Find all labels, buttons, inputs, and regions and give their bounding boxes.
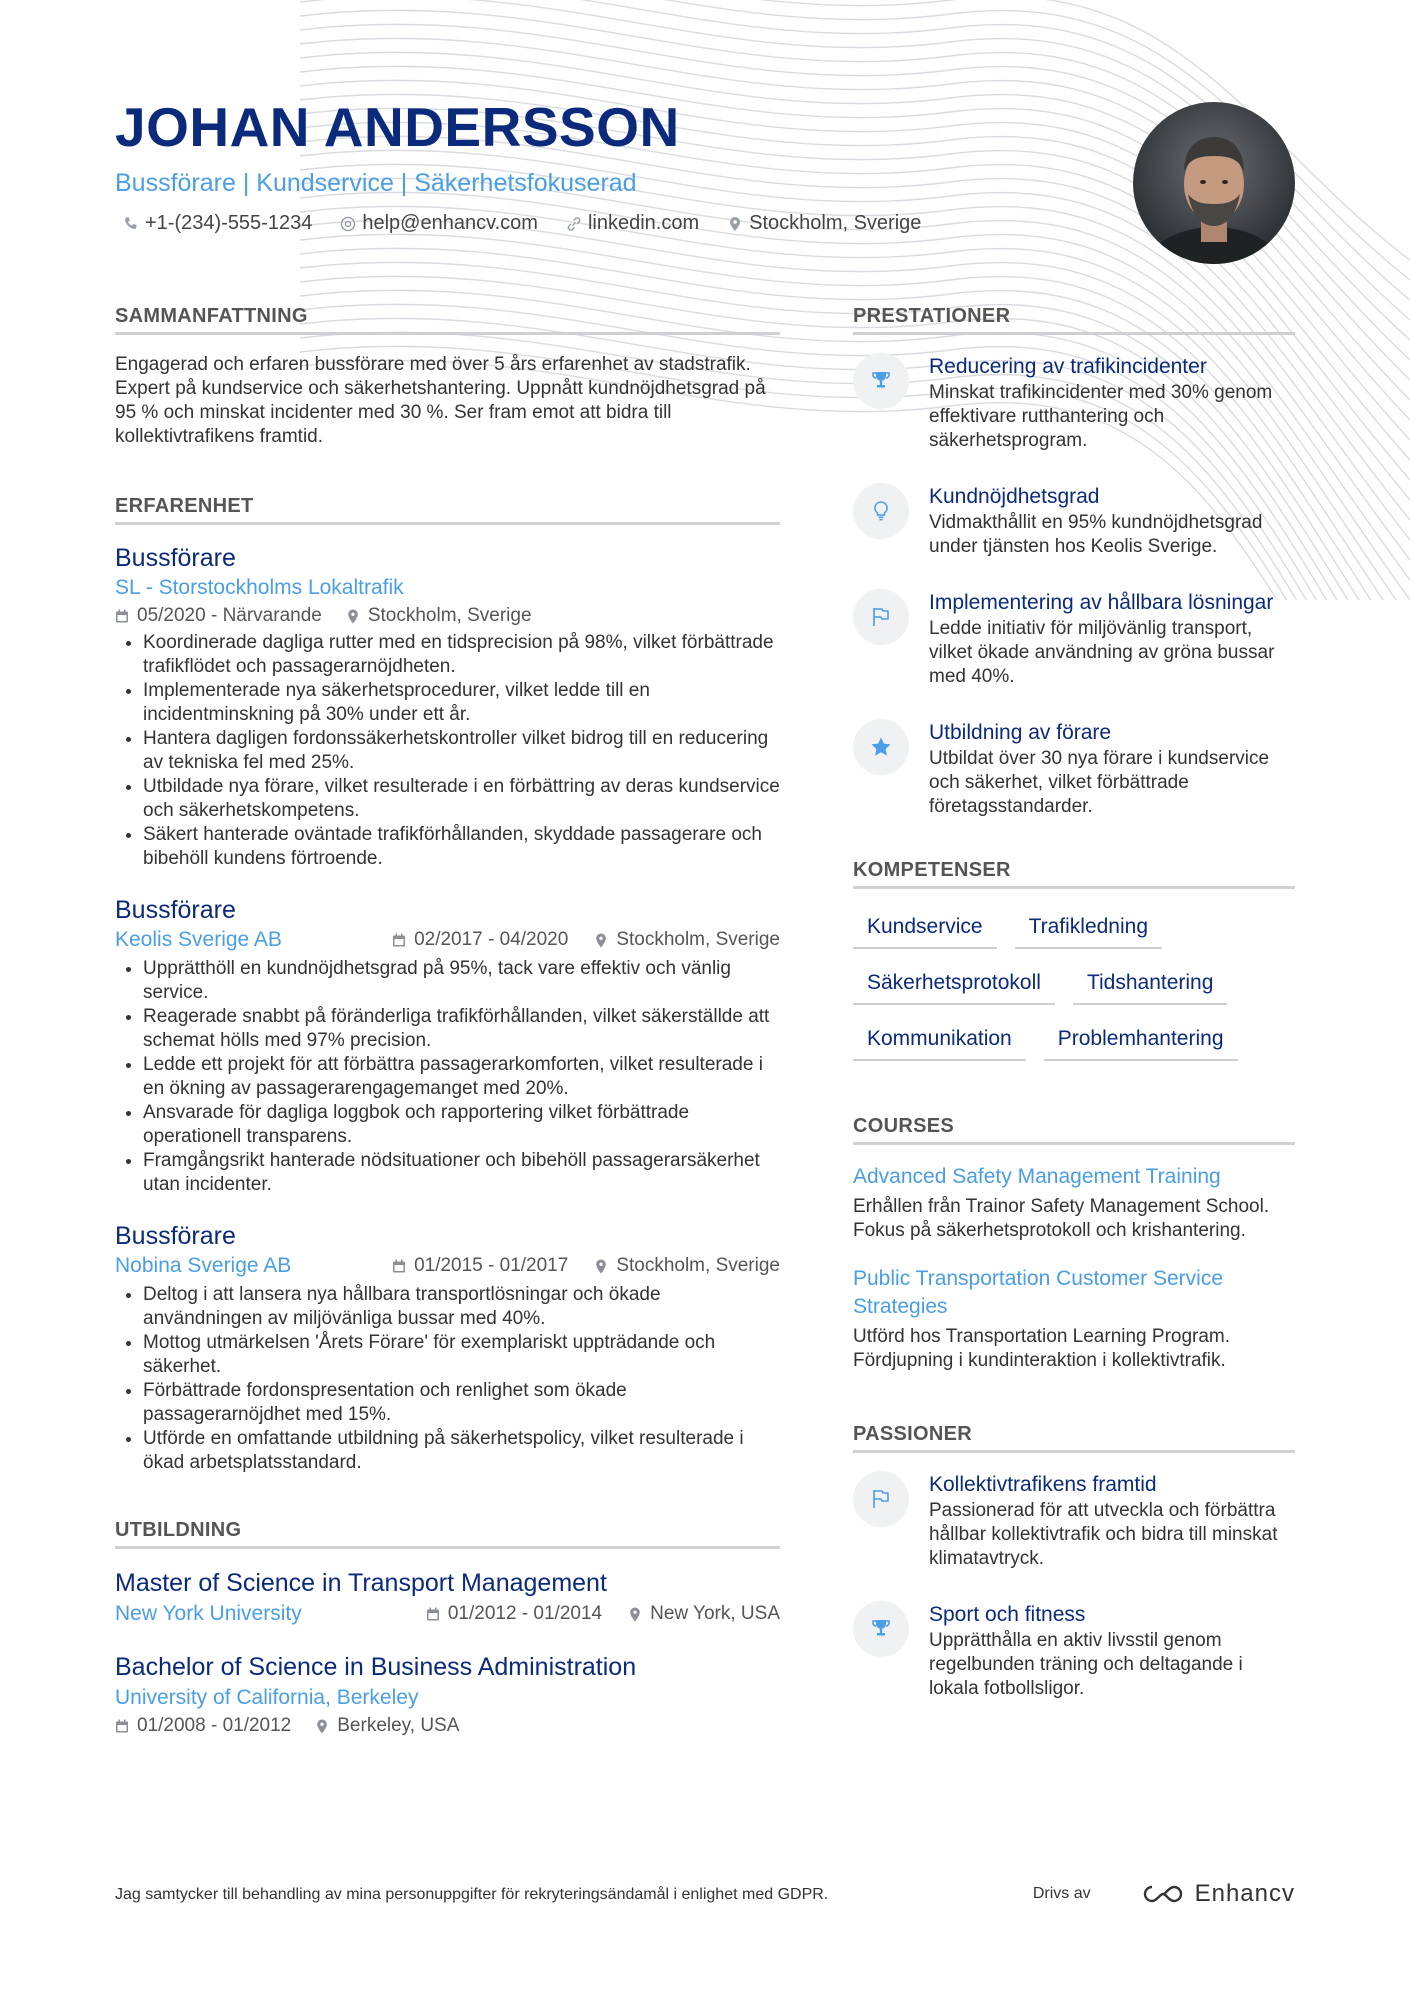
job-bullet: • Mottog utmärkelsen 'Årets Förare' för exemplariskt uppträdande och säkerhet. — [143, 1331, 780, 1379]
passion-icon-badge — [853, 1601, 909, 1657]
job-bullets — [115, 1283, 780, 1475]
star-icon — [869, 735, 893, 759]
job-dates — [392, 1253, 568, 1279]
gdpr-consent: Jag samtycker till behandling av mina personuppgifter för rekryteringsändamål i enlighet med GDPR. — [115, 1886, 829, 1903]
flag-icon — [869, 1487, 893, 1511]
achievement-item — [853, 353, 1295, 453]
education-heading: UTBILDNING — [115, 1519, 780, 1549]
location-pin-icon — [594, 1259, 608, 1274]
achievement-desc: Vidmakthållit en 95% kundnöjdhetsgrad under tjänsten hos Keolis Sverige. — [929, 512, 1263, 557]
achievement-title: Reducering av trafikincidenter — [929, 355, 1207, 378]
achievement-icon-badge — [853, 353, 909, 409]
location-pin-icon — [346, 609, 360, 624]
education-dates-text: 01/2008 - 01/2012 — [137, 1715, 292, 1736]
education-meta — [426, 1601, 780, 1627]
job-bullet: • Koordinerade dagliga rutter med en tidsprecision på 98%, vilket förbättrade trafikflödet och passagerarnöjdheten. — [143, 631, 780, 679]
experience-heading: ERFARENHET — [115, 495, 780, 525]
job-location — [594, 1253, 780, 1279]
education-location — [628, 1601, 780, 1627]
skills-list — [853, 907, 1295, 1061]
skill-tag: Tidshantering — [1073, 963, 1227, 1005]
job-title: Bussförare — [115, 544, 236, 572]
achievement-title: Utbildning av förare — [929, 721, 1112, 744]
job-company: Keolis Sverige AB — [115, 928, 282, 951]
calendar-icon — [115, 609, 129, 624]
course-item — [853, 1163, 1295, 1243]
location-pin-icon — [594, 933, 608, 948]
course-desc: Erhållen från Trainor Safety Management School. Fokus på säkerhetsprotokoll och krishantering. — [853, 1196, 1270, 1241]
footer-branding — [1033, 1880, 1295, 1908]
contact-location — [727, 212, 921, 235]
candidate-name: JOHAN ANDERSSON — [115, 96, 680, 158]
degree-title: Master of Science in Transport Management — [115, 1569, 607, 1597]
job-bullet: • Ledde ett projekt för att förbättra passagerarkomforten, vilket resulterade i en ökning av passagerarengagemanget med 20%. — [143, 1053, 780, 1101]
phone-icon — [123, 216, 139, 232]
calendar-icon — [392, 1259, 406, 1274]
achievement-body — [929, 589, 1295, 689]
skill-tag: Säkerhetsprotokoll — [853, 963, 1055, 1005]
brand-logo[interactable] — [1141, 1880, 1295, 1908]
education-dates-text: 01/2012 - 01/2014 — [447, 1603, 603, 1624]
job-bullet: • Förbättrade fordonspresentation och renlighet som ökade passagerarnöjdhet med 15%. — [143, 1379, 780, 1427]
contact-email[interactable] — [340, 212, 538, 235]
achievement-item — [853, 483, 1295, 559]
job-bullet: • Utbildade nya förare, vilket resulterade i en förbättring av deras kundservice och säkerhetskompetens. — [143, 775, 780, 823]
job-bullet: • Framgångsrikt hanterade nödsituationer och bibehöll passagerarsäkerhet utan incidenter. — [143, 1149, 780, 1197]
degree-title: Bachelor of Science in Business Administration — [115, 1653, 637, 1681]
passion-desc: Upprätthålla en aktiv livsstil genom regelbunden träning och deltagande i lokala fotbollsligor. — [929, 1630, 1243, 1699]
achievement-icon-badge — [853, 589, 909, 645]
contact-phone[interactable] — [123, 212, 312, 235]
job-company-row — [115, 925, 780, 955]
job-bullet: • Upprätthöll en kundnöjdhetsgrad på 95%, tack vare effektiv och vänlig service. — [143, 957, 780, 1005]
passion-desc: Passionerad för att utveckla och förbättra hållbar kollektivtrafik och bidra till minskat klimatavtryck. — [929, 1500, 1278, 1569]
education-location — [315, 1713, 459, 1739]
flag-icon — [869, 605, 893, 629]
at-icon — [340, 216, 356, 232]
job-meta — [115, 603, 780, 629]
passions-heading: PASSIONER — [853, 1423, 1295, 1453]
brand-name: Enhancv — [1194, 1880, 1295, 1907]
summary-heading: SAMMANFATTNING — [115, 305, 780, 335]
achievement-desc: Ledde initiativ för miljövänlig transport, vilket ökade användning av gröna bussar med 40%. — [929, 618, 1275, 687]
linkedin-text: linkedin.com — [587, 212, 700, 234]
left-column — [115, 305, 780, 1761]
course-title: Advanced Safety Management Training — [853, 1165, 1221, 1188]
lightbulb-icon — [869, 499, 893, 523]
passion-title: Kollektivtrafikens framtid — [929, 1473, 1157, 1496]
school-name: University of California, Berkeley — [115, 1686, 419, 1709]
job-meta — [392, 1253, 780, 1279]
course-desc: Utförd hos Transportation Learning Program. Fördjupning i kundinteraktion i kollektivtrafik. — [853, 1326, 1231, 1371]
job-bullet: • Säkert hanterade oväntade trafikförhållanden, skyddade passagerare och bibehöll kundens förtroende. — [143, 823, 780, 871]
achievement-item — [853, 589, 1295, 689]
course-title: Public Transportation Customer Service Strategies — [853, 1267, 1223, 1318]
job-location-text: Stockholm, Sverige — [616, 929, 780, 950]
location-pin-icon — [628, 1607, 642, 1622]
achievement-body — [929, 483, 1295, 559]
passion-body — [929, 1601, 1295, 1701]
achievement-item — [853, 719, 1295, 819]
school-name: New York University — [115, 1602, 302, 1625]
trophy-icon — [869, 369, 893, 393]
skill-tag: Trafikledning — [1015, 907, 1162, 949]
contact-row — [123, 212, 921, 235]
achievement-body — [929, 719, 1295, 819]
achievement-desc: Utbildat över 30 nya förare i kundservice och säkerhet, vilket förbättrade företagsstandarder. — [929, 748, 1270, 817]
right-column — [853, 305, 1295, 1731]
job-title: Bussförare — [115, 896, 236, 924]
achievement-title: Implementering av hållbara lösningar — [929, 591, 1274, 614]
summary-text: Engagerad och erfaren bussförare med över 5 års erfarenhet av stadstrafik. Expert på kundservice och säkerhetshantering. Uppnått kundnöjdhetsgrad på 95 % och minskat incidenter med 30 %. Ser fram emot att bidra till kollektivtrafikens framtid. — [115, 354, 766, 447]
job-meta — [392, 927, 780, 953]
course-item — [853, 1265, 1295, 1373]
location-text: Stockholm, Sverige — [749, 212, 922, 234]
passion-body — [929, 1471, 1295, 1571]
job-dates-text: 02/2017 - 04/2020 — [414, 929, 569, 950]
job-bullets — [115, 631, 780, 871]
passion-item — [853, 1471, 1295, 1571]
job-location-text: Stockholm, Sverige — [616, 1255, 780, 1276]
achievement-title: Kundnöjdhetsgrad — [929, 485, 1100, 508]
portrait-illustration — [1133, 102, 1295, 264]
phone-text: +1-(234)-555-1234 — [145, 212, 313, 234]
education-school-row — [115, 1599, 780, 1629]
education-dates — [115, 1713, 291, 1739]
passion-icon-badge — [853, 1471, 909, 1527]
job-entry — [115, 1221, 780, 1475]
education-entry — [115, 1651, 780, 1739]
job-company-row — [115, 1251, 780, 1281]
job-bullet: • Deltog i att lansera nya hållbara transportlösningar och ökade användningen av miljövänliga bussar med 40%. — [143, 1283, 780, 1331]
trophy-icon — [869, 1617, 893, 1641]
courses-heading: COURSES — [853, 1115, 1295, 1145]
job-bullet: • Utförde en omfattande utbildning på säkerhetspolicy, vilket resulterade i ökad arbetsplatsstandard. — [143, 1427, 780, 1475]
calendar-icon — [392, 933, 406, 948]
job-dates — [392, 927, 568, 953]
education-dates — [426, 1601, 602, 1627]
education-meta — [115, 1713, 780, 1739]
job-company: SL - Storstockholms Lokaltrafik — [115, 576, 404, 599]
link-icon — [566, 216, 582, 232]
job-dates — [115, 603, 322, 629]
skill-tag: Problemhantering — [1044, 1019, 1238, 1061]
job-bullet: • Hantera dagligen fordonssäkerhetskontroller vilket bidrog till en reducering av tekniska fel med 25%. — [143, 727, 780, 775]
job-entry — [115, 543, 780, 871]
achievement-desc: Minskat trafikincidenter med 30% genom effektivare rutthantering och säkerhetsprogram. — [929, 382, 1273, 451]
calendar-icon — [426, 1607, 440, 1622]
job-dates-text: 05/2020 - Närvarande — [137, 605, 322, 626]
job-dates-text: 01/2015 - 01/2017 — [414, 1255, 569, 1276]
powered-by-label: Drivs av — [1032, 1885, 1091, 1902]
education-location-text: Berkeley, USA — [337, 1715, 460, 1736]
email-text: help@enhancv.com — [362, 212, 538, 234]
achievements-heading: PRESTATIONER — [853, 305, 1295, 335]
achievement-icon-badge — [853, 483, 909, 539]
candidate-subtitle: Bussförare | Kundservice | Säkerhetsfokuserad — [115, 169, 637, 197]
job-company: Nobina Sverige AB — [115, 1254, 292, 1277]
job-location — [346, 603, 532, 629]
job-bullets — [115, 957, 780, 1197]
job-bullet: • Ansvarade för dagliga loggbok och rapportering vilket förbättrade operationell transparens. — [143, 1101, 780, 1149]
profile-photo — [1133, 102, 1295, 264]
job-bullet: • Implementerade nya säkerhetsprocedurer, vilket ledde till en incidentminskning på 30% under ett år. — [143, 679, 780, 727]
location-pin-icon — [727, 216, 743, 232]
passion-title: Sport och fitness — [929, 1603, 1086, 1626]
job-location-text: Stockholm, Sverige — [367, 605, 532, 626]
job-entry — [115, 895, 780, 1197]
education-location-text: New York, USA — [650, 1603, 780, 1624]
location-pin-icon — [315, 1719, 329, 1734]
resume-header — [115, 96, 1115, 234]
job-title: Bussförare — [115, 1222, 236, 1250]
education-entry — [115, 1567, 780, 1629]
skills-heading: KOMPETENSER — [853, 859, 1295, 889]
skill-tag: Kundservice — [853, 907, 997, 949]
achievement-body — [929, 353, 1295, 453]
job-location — [594, 927, 780, 953]
job-bullet: • Reagerade snabbt på föränderliga trafikförhållanden, vilket säkerställde att schemat hölls med 97% precision. — [143, 1005, 780, 1053]
passion-item — [853, 1601, 1295, 1701]
infinity-logo-icon — [1141, 1883, 1185, 1905]
achievement-icon-badge — [853, 719, 909, 775]
calendar-icon — [115, 1719, 129, 1734]
contact-linkedin[interactable] — [566, 212, 699, 235]
skill-tag: Kommunikation — [853, 1019, 1026, 1061]
